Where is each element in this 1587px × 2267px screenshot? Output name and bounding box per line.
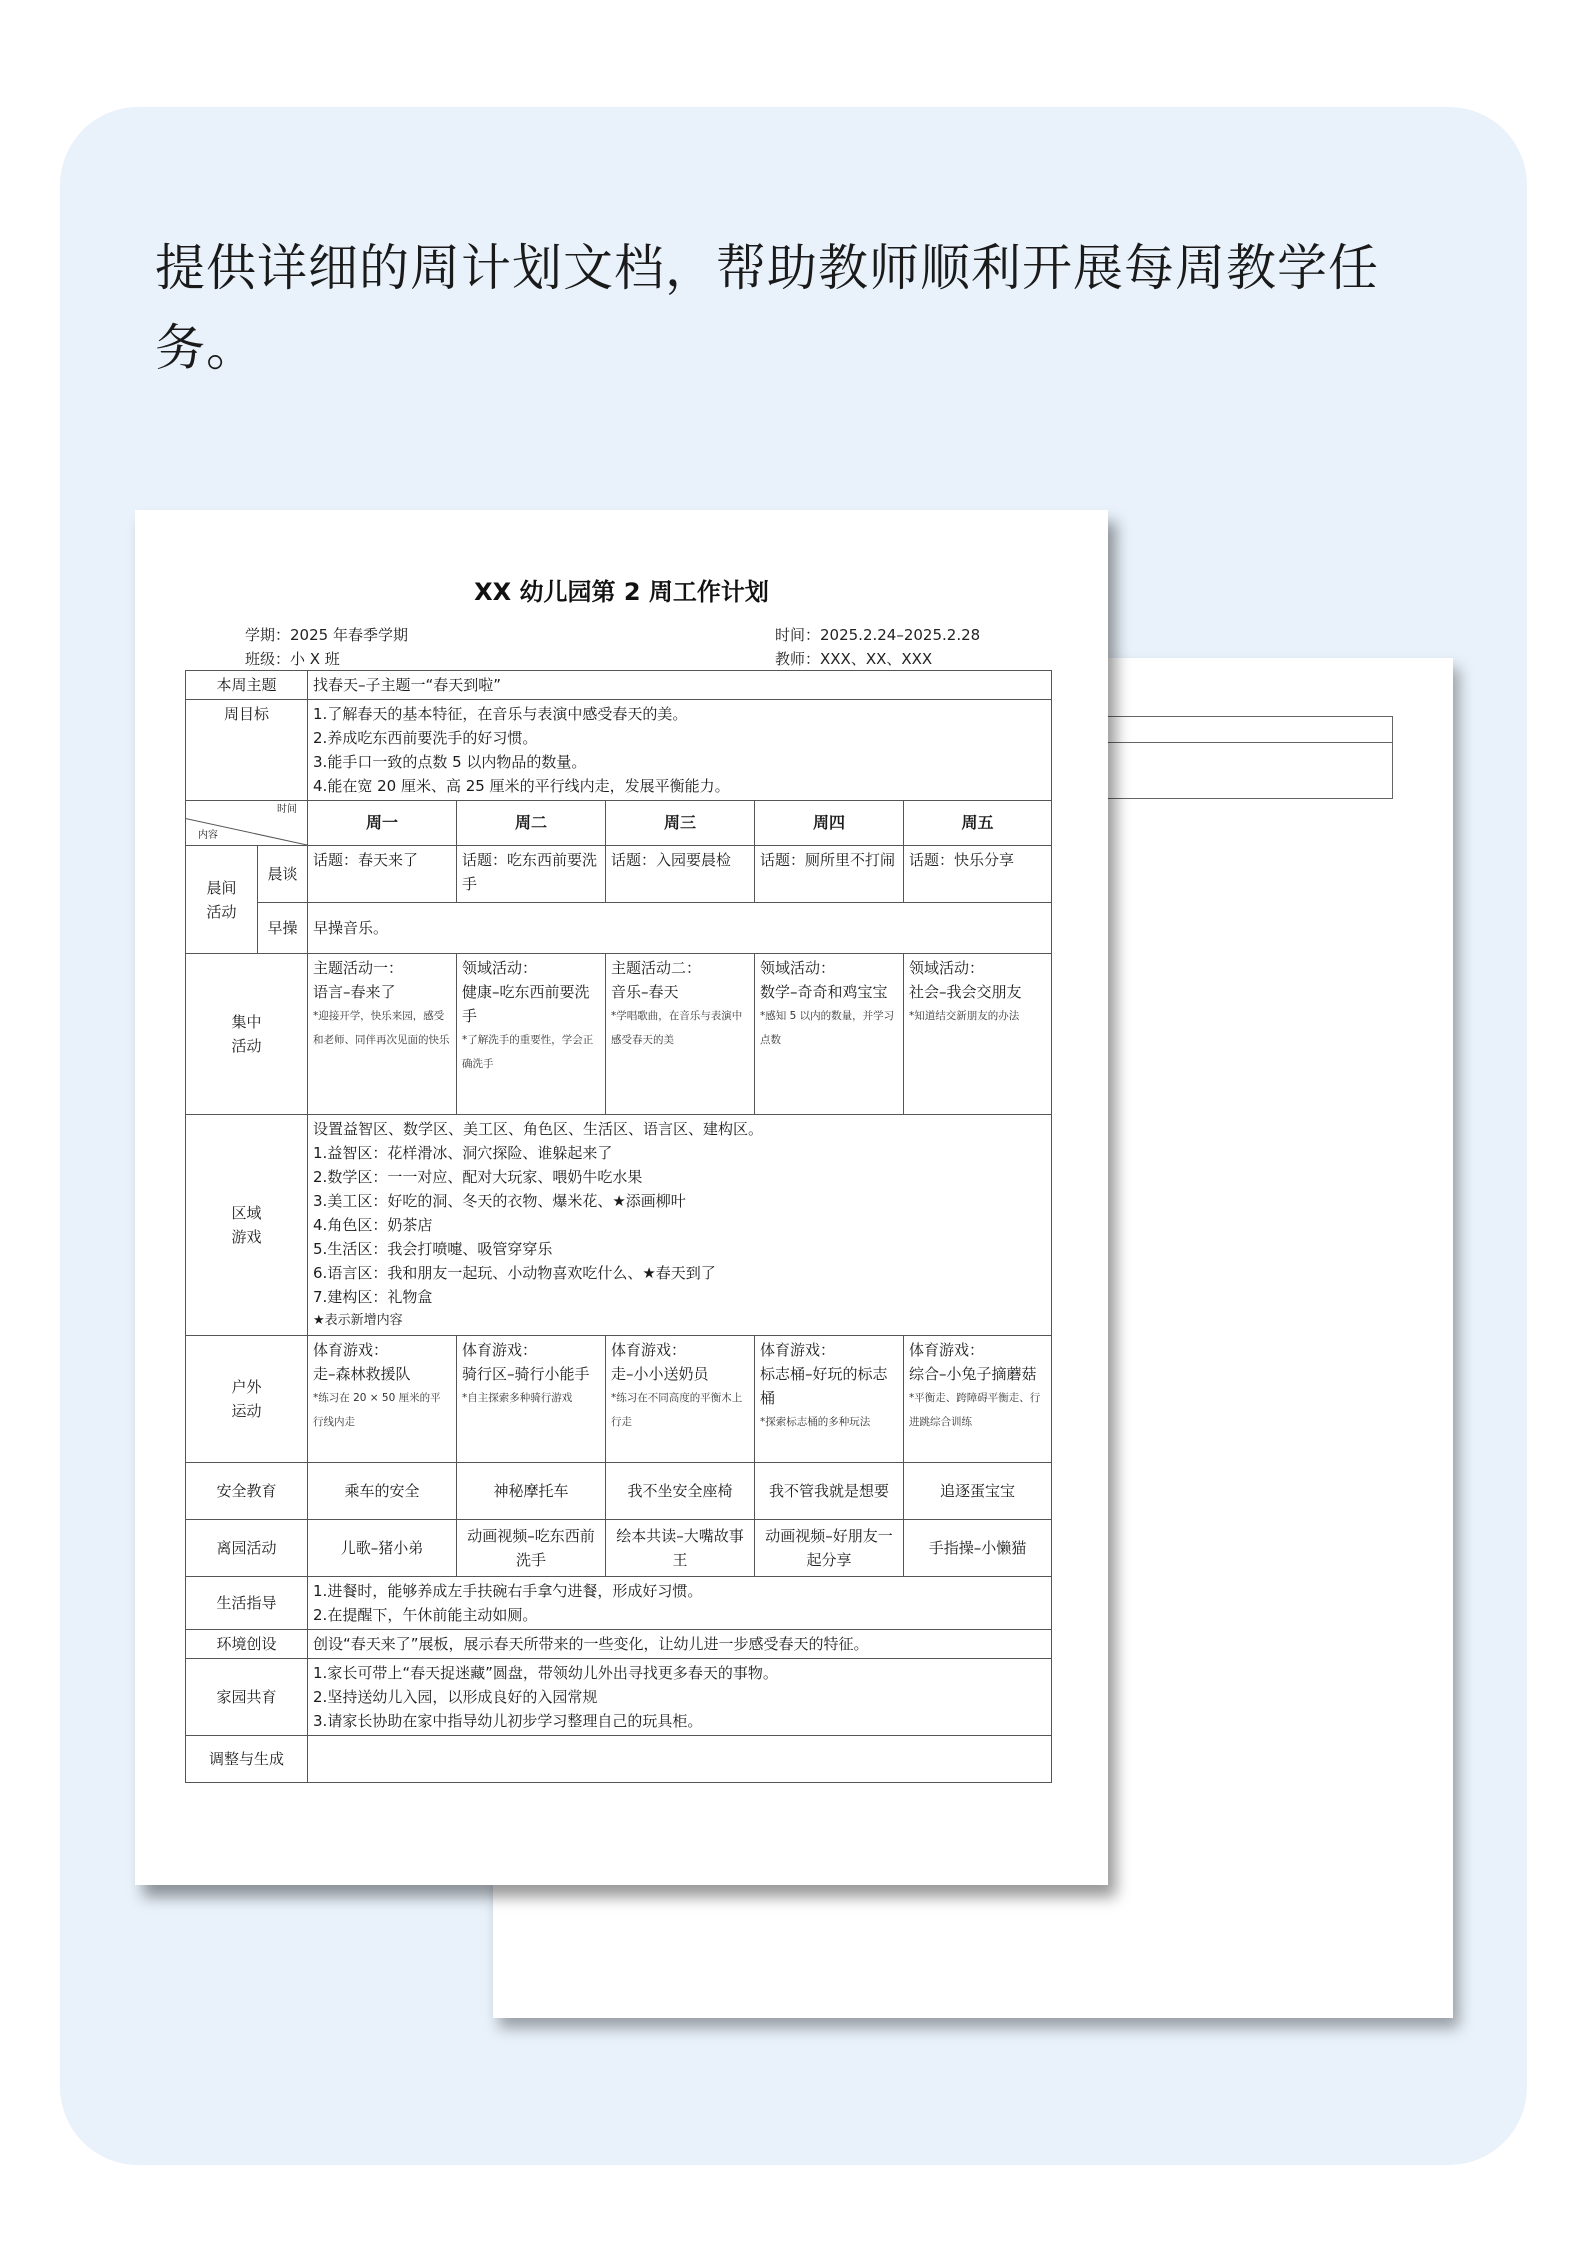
environment-row <box>186 1630 1052 1659</box>
safety-label: 安全教育 <box>186 1463 308 1520</box>
outdoor-cell <box>457 1336 606 1463</box>
safety-cell: 乘车的安全 <box>308 1463 457 1520</box>
outdoor-cell-title: 综合–小兔子摘蘑菇 <box>909 1365 1037 1383</box>
leave-row <box>186 1520 1052 1577</box>
area-item: 6.语言区：我和朋友一起玩、小动物喜欢吃什么、★春天到了 <box>313 1264 716 1282</box>
area-game-list <box>308 1115 1052 1336</box>
outdoor-cell-title: 走–小小送奶员 <box>611 1365 709 1383</box>
focus-activity-label <box>186 954 308 1115</box>
adjustment-label: 调整与生成 <box>186 1736 308 1783</box>
home-item: 1.家长可带上“春天捉迷藏”圆盘，带领幼儿外出寻找更多春天的事物。 <box>313 1664 778 1682</box>
adjustment-value <box>308 1736 1052 1783</box>
focus-cell <box>755 954 904 1115</box>
focus-cell-title: 数学–奇奇和鸡宝宝 <box>760 983 888 1001</box>
morning-exercise-row <box>186 903 1052 954</box>
focus-activity-label-text: 集中活动 <box>231 1013 262 1055</box>
day-header: 周三 <box>606 801 755 846</box>
area-note: ★表示新增内容 <box>313 1313 403 1328</box>
home-school-label: 家园共育 <box>186 1659 308 1736</box>
focus-cell-title: 音乐–春天 <box>611 983 679 1001</box>
outdoor-cell <box>755 1336 904 1463</box>
focus-cell-type: 主题活动一： <box>313 959 404 977</box>
morning-activity-label-text: 晨间活动 <box>206 878 237 921</box>
home-school-list <box>308 1659 1052 1736</box>
safety-cell: 追逐蛋宝宝 <box>904 1463 1052 1520</box>
environment-value: 创设“春天来了”展板，展示春天所带来的一些变化，让幼儿进一步感受春天的特征。 <box>308 1630 1052 1659</box>
talk-cell: 话题：快乐分享 <box>904 846 1052 903</box>
exercise-value: 早操音乐。 <box>308 903 1052 954</box>
outdoor-cell <box>308 1336 457 1463</box>
day-header: 周二 <box>457 801 606 846</box>
outdoor-cell-note: *自主探索多种骑行游戏 <box>462 1392 573 1404</box>
talk-cell: 话题：入园要晨检 <box>606 846 755 903</box>
area-game-label <box>186 1115 308 1336</box>
focus-cell <box>606 954 755 1115</box>
area-item: 1.益智区：花样滑冰、洞穴探险、谁躲起来了 <box>313 1144 613 1162</box>
focus-cell-type: 领域活动： <box>462 959 538 977</box>
area-game-label-text: 区域游戏 <box>231 1204 262 1246</box>
goal-item: 3.能手口一致的点数 5 以内物品的数量。 <box>313 753 587 771</box>
focus-cell-title: 社会–我会交朋友 <box>909 983 1022 1001</box>
talk-cell: 话题：春天来了 <box>308 846 457 903</box>
goal-item: 4.能在宽 20 厘米、高 25 厘米的平行线内走，发展平衡能力。 <box>313 777 730 795</box>
day-header: 周五 <box>904 801 1052 846</box>
day-header: 周四 <box>755 801 904 846</box>
focus-cell-note: *了解洗手的重要性，学会正确洗手 <box>462 1034 594 1070</box>
morning-activity-label <box>186 846 258 954</box>
focus-cell-type: 主题活动二： <box>611 959 702 977</box>
outdoor-cell-type: 体育游戏： <box>909 1341 985 1359</box>
focus-cell-title: 健康–吃东西前要洗手 <box>462 983 590 1025</box>
outdoor-cell <box>606 1336 755 1463</box>
outdoor-cell-note: *练习在 20 × 50 厘米的平行线内走 <box>313 1392 441 1428</box>
adjustment-row <box>186 1736 1052 1783</box>
focus-cell-type: 领域活动： <box>760 959 836 977</box>
area-item: 3.美工区：好吃的洞、冬天的衣物、爆米花、★添画柳叶 <box>313 1192 686 1210</box>
content-corner-label: 内容 <box>198 830 218 841</box>
safety-cell: 我不管我就是想要 <box>755 1463 904 1520</box>
goal-item: 1.了解春天的基本特征，在音乐与表演中感受春天的美。 <box>313 705 688 723</box>
outdoor-label-text: 户外运动 <box>231 1378 262 1420</box>
safety-row <box>186 1463 1052 1520</box>
theme-label: 本周主题 <box>186 671 308 700</box>
area-item: 设置益智区、数学区、美工区、角色区、生活区、语言区、建构区。 <box>313 1120 764 1138</box>
leave-cell: 儿歌–猪小弟 <box>308 1520 457 1577</box>
teacher-label: 教师：XXX、XX、XXX <box>775 650 933 668</box>
focus-cell-type: 领域活动： <box>909 959 985 977</box>
talk-cell: 话题：厕所里不打闹 <box>755 846 904 903</box>
life-guidance-row <box>186 1577 1052 1630</box>
term-label: 学期：2025 年春季学期 <box>245 626 408 644</box>
life-item: 2.在提醒下，午休前能主动如厕。 <box>313 1606 538 1624</box>
safety-cell: 我不坐安全座椅 <box>606 1463 755 1520</box>
area-game-row <box>186 1115 1052 1336</box>
leave-cell: 绘本共读–大嘴故事王 <box>606 1520 755 1577</box>
outdoor-cell-note: *平衡走、跨障碍平衡走、行进跳综合训练 <box>909 1392 1041 1428</box>
outdoor-label <box>186 1336 308 1463</box>
focus-cell <box>904 954 1052 1115</box>
goals-list <box>308 700 1052 801</box>
focus-activity-row <box>186 954 1052 1115</box>
focus-cell-note: *知道结交新朋友的办法 <box>909 1010 1020 1022</box>
area-item: 7.建构区：礼物盒 <box>313 1288 433 1306</box>
date-range-label: 时间：2025.2.24–2025.2.28 <box>775 626 981 644</box>
leave-cell: 动画视频–好朋友一起分享 <box>755 1520 904 1577</box>
day-header-row <box>186 801 1052 846</box>
weekly-plan-table <box>185 670 1052 1783</box>
outdoor-cell-type: 体育游戏： <box>462 1341 538 1359</box>
environment-label: 环境创设 <box>186 1630 308 1659</box>
theme-row <box>186 671 1052 700</box>
focus-cell-note: *学唱歌曲，在音乐与表演中感受春天的美 <box>611 1010 743 1046</box>
talk-cell: 话题：吃东西前要洗手 <box>457 846 606 903</box>
life-item: 1.进餐时，能够养成左手扶碗右手拿勺进餐，形成好习惯。 <box>313 1582 703 1600</box>
focus-cell-note: *感知 5 以内的数量，并学习点数 <box>760 1010 895 1046</box>
class-label: 班级：小 X 班 <box>245 650 340 668</box>
safety-cell: 神秘摩托车 <box>457 1463 606 1520</box>
talk-label: 晨谈 <box>258 846 308 903</box>
outdoor-row <box>186 1336 1052 1463</box>
morning-talk-row <box>186 846 1052 903</box>
outdoor-cell-note: *练习在不同高度的平衡木上行走 <box>611 1392 743 1428</box>
life-guidance-label: 生活指导 <box>186 1577 308 1630</box>
outdoor-cell-type: 体育游戏： <box>313 1341 389 1359</box>
outdoor-cell-title: 标志桶–好玩的标志桶 <box>760 1365 888 1407</box>
goals-label: 周目标 <box>186 700 308 801</box>
outdoor-cell-type: 体育游戏： <box>760 1341 836 1359</box>
focus-cell <box>308 954 457 1115</box>
theme-value: 找春天–子主题一“春天到啦” <box>308 671 1052 700</box>
home-item: 3.请家长协助在家中指导幼儿初步学习整理自己的玩具柜。 <box>313 1712 703 1730</box>
home-school-row <box>186 1659 1052 1736</box>
outdoor-cell-title: 骑行区–骑行小能手 <box>462 1365 590 1383</box>
focus-cell-note: *迎接开学，快乐来园，感受和老师、同伴再次见面的快乐 <box>313 1010 450 1046</box>
leave-label: 离园活动 <box>186 1520 308 1577</box>
focus-cell-title: 语言–春来了 <box>313 983 396 1001</box>
goal-item: 2.养成吃东西前要洗手的好习惯。 <box>313 729 538 747</box>
home-item: 2.坚持送幼儿入园，以形成良好的入园常规 <box>313 1688 598 1706</box>
area-item: 5.生活区：我会打喷嚏、吸管穿穿乐 <box>313 1240 553 1258</box>
time-corner-label: 时间 <box>277 804 298 815</box>
front-document-page <box>135 510 1108 1885</box>
focus-cell <box>457 954 606 1115</box>
outdoor-cell-note: *探索标志桶的多种玩法 <box>760 1416 871 1428</box>
document-title: XX 幼儿园第 2 周工作计划 <box>474 578 769 606</box>
area-item: 2.数学区：一一对应、配对大玩家、喂奶牛吃水果 <box>313 1168 643 1186</box>
outdoor-cell-title: 走–森林救援队 <box>313 1365 411 1383</box>
area-item: 4.角色区：奶茶店 <box>313 1216 433 1234</box>
diagonal-header-cell <box>186 801 308 846</box>
outdoor-cell <box>904 1336 1052 1463</box>
page-heading: 提供详细的周计划文档，帮助教师顺利开展每周教学任务。 <box>155 239 1379 377</box>
day-header: 周一 <box>308 801 457 846</box>
life-guidance-list <box>308 1577 1052 1630</box>
leave-cell: 动画视频–吃东西前洗手 <box>457 1520 606 1577</box>
exercise-label: 早操 <box>258 903 308 954</box>
goals-row <box>186 700 1052 801</box>
outdoor-cell-type: 体育游戏： <box>611 1341 687 1359</box>
leave-cell: 手指操–小懒猫 <box>904 1520 1052 1577</box>
